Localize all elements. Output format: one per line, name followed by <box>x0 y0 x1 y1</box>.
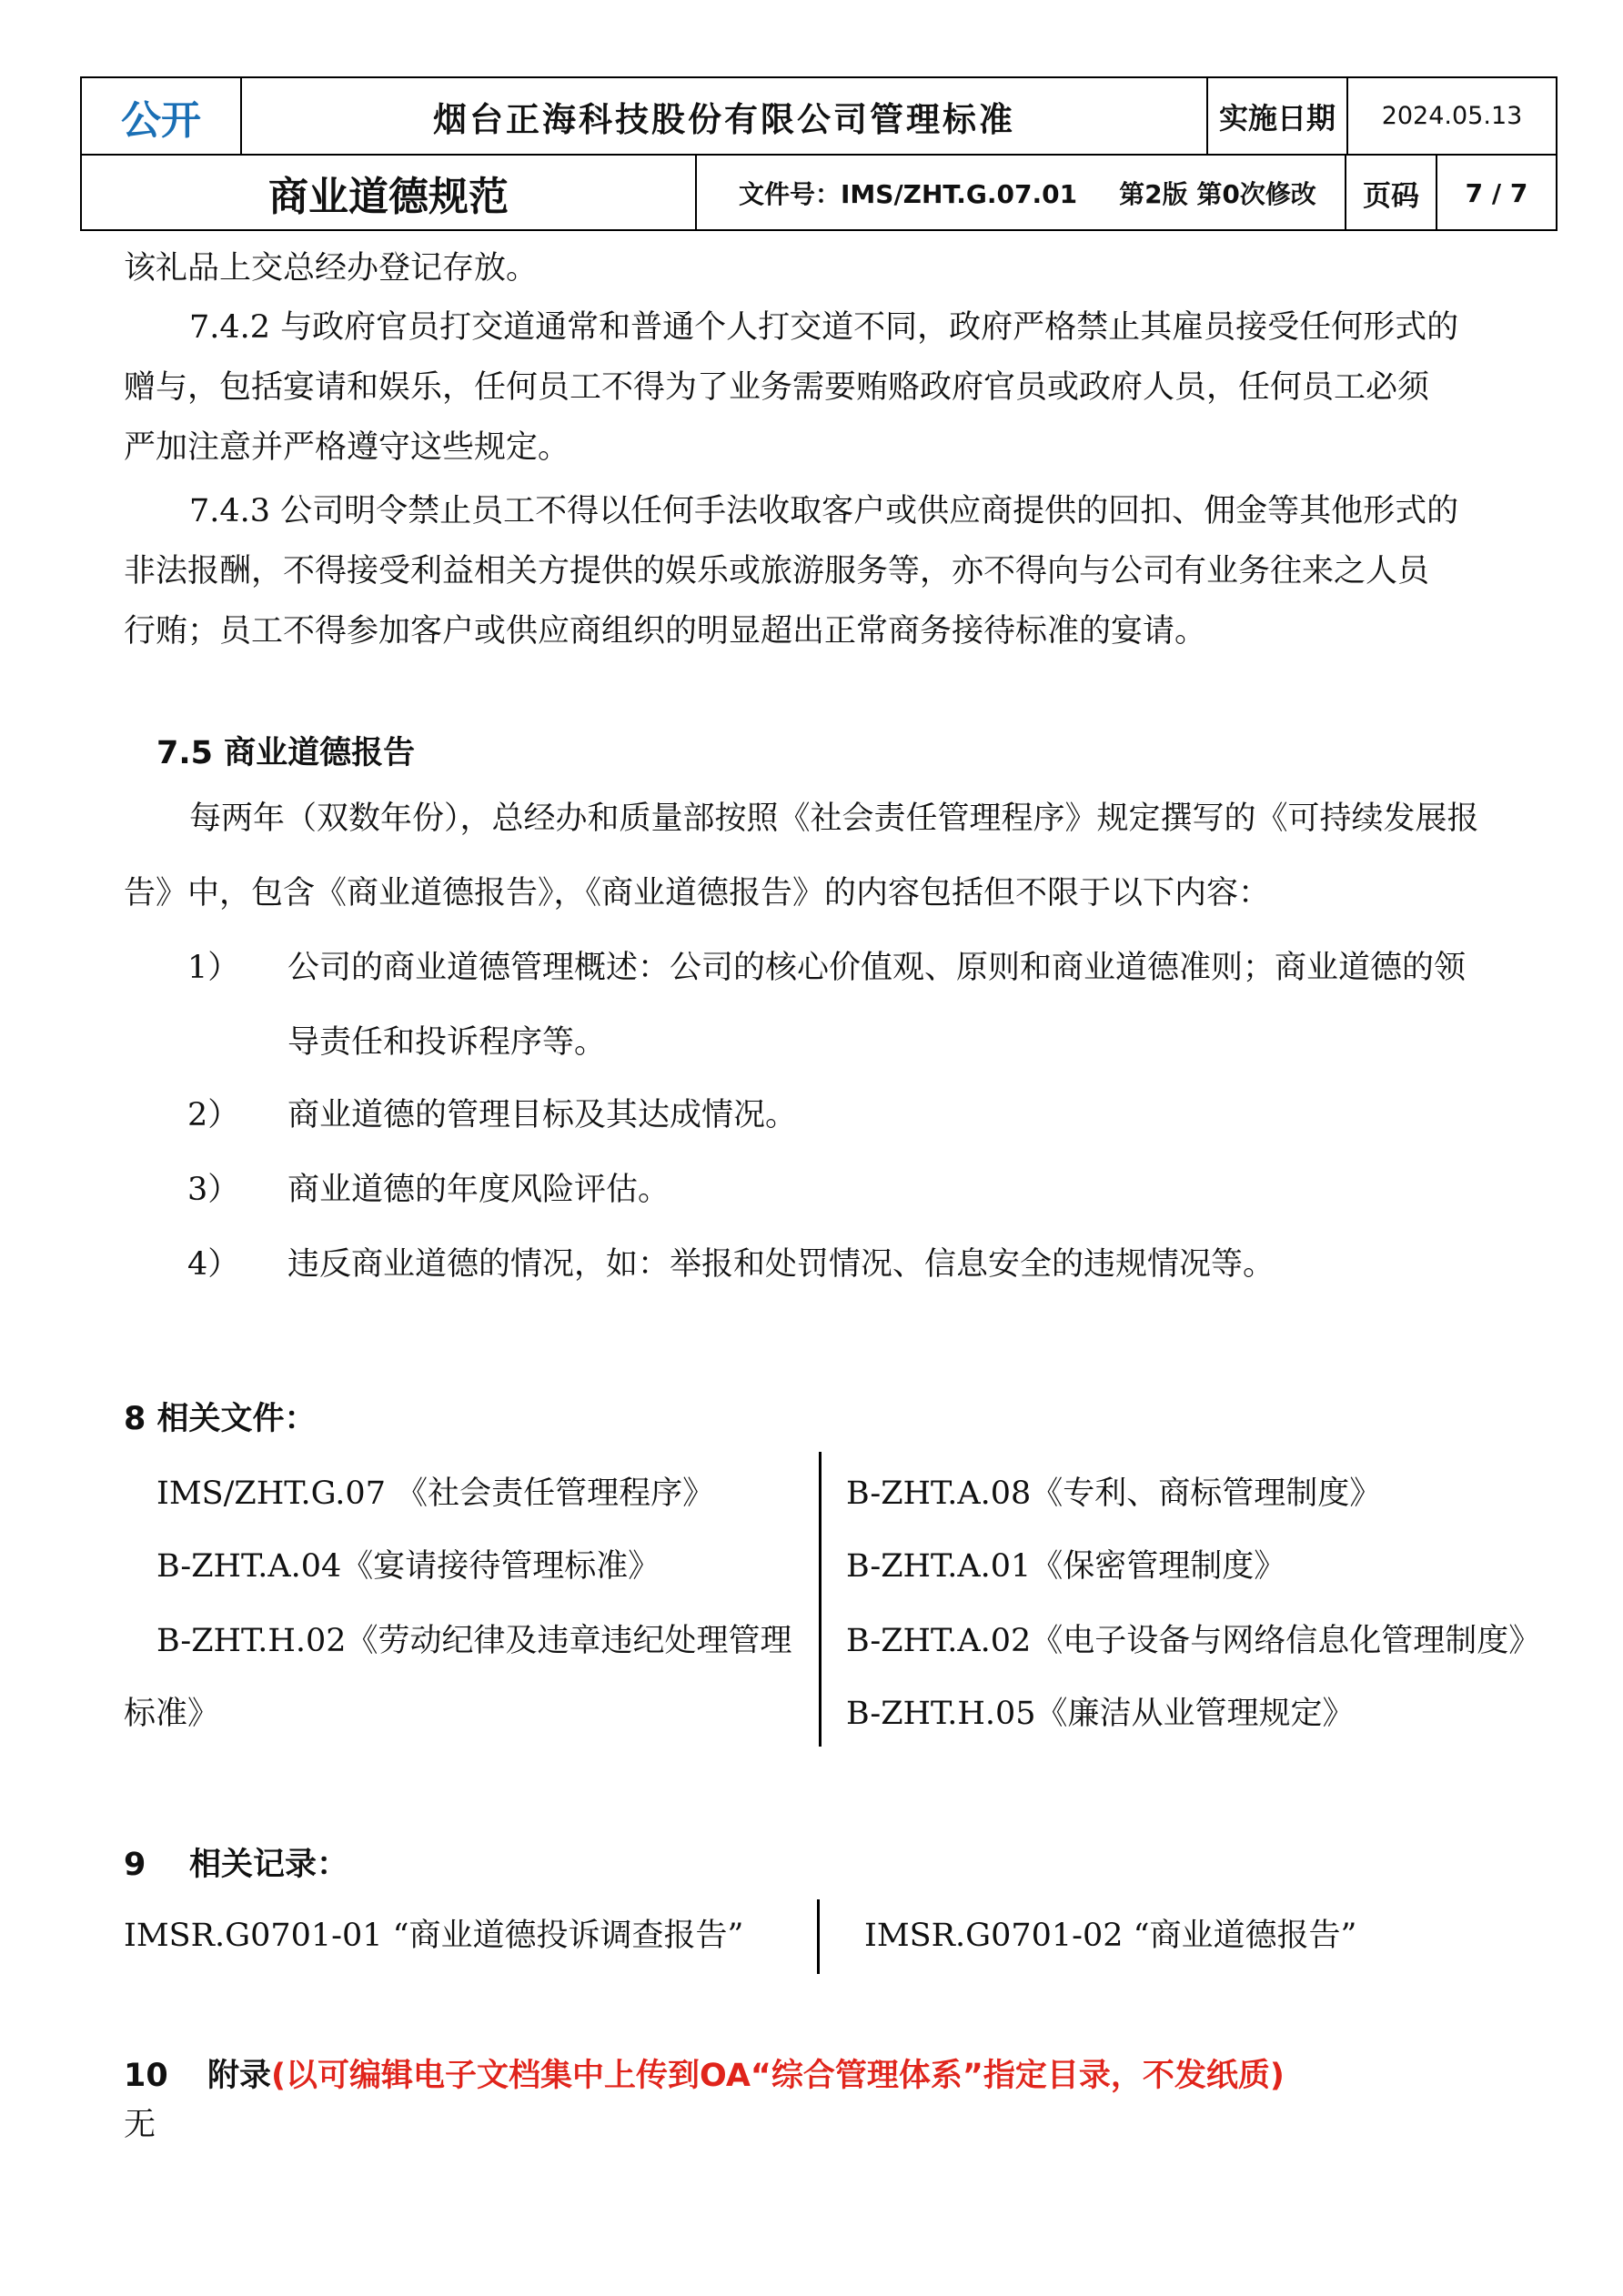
document-header-table <box>80 76 1557 231</box>
related-document: B-ZHT.A.01《保密管理制度》 <box>846 1548 1286 1585</box>
section-8-heading: 8 相关文件： <box>124 1401 317 1437</box>
impl-date-label: 实施日期 <box>1218 100 1336 136</box>
list-item-text: 公司的商业道德管理概述：公司的核心价值观、原则和商业道德准则；商业道德的领 <box>287 950 1467 986</box>
document-version: 第2版 第0次修改 <box>1119 179 1316 209</box>
company-standard-title: 烟台正海科技股份有限公司管理标准 <box>433 99 1015 139</box>
list-item-number: 2） <box>187 1097 240 1133</box>
list-item-text: 商业道德的管理目标及其达成情况。 <box>287 1097 798 1133</box>
section-9-number: 9 <box>124 1847 146 1883</box>
paragraph-7-4-2-line: 严加注意并严格遵守这些规定。 <box>124 429 570 466</box>
section-7-5-line: 告》中，包含《商业道德报告》，《商业道德报告》的内容包括但不限于以下内容： <box>124 875 1271 911</box>
classification-label: 公开 <box>121 96 201 144</box>
section-7-5-heading: 7.5 商业道德报告 <box>156 735 416 771</box>
related-document: IMS/ZHT.G.07 《社会责任管理程序》 <box>156 1475 715 1512</box>
related-document: B-ZHT.A.02《电子设备与网络信息化管理制度》 <box>846 1623 1541 1659</box>
related-document: 标准》 <box>124 1696 220 1732</box>
paragraph-7-4-2-line: 赠与，包括宴请和娱乐，任何员工不得为了业务需要贿赂政府官员或政府人员，任何员工必须 <box>124 369 1430 406</box>
document-number: 文件号：IMS/ZHT.G.07.01 <box>739 179 1078 209</box>
section-10-content: 无 <box>124 2107 156 2143</box>
section-9-heading: 相关记录： <box>189 1847 349 1883</box>
related-document: B-ZHT.A.04《宴请接待管理标准》 <box>156 1548 660 1585</box>
column-divider <box>817 1899 820 1974</box>
section-10-heading <box>207 2058 1285 2094</box>
document-title: 商业道德规范 <box>268 174 509 220</box>
list-item-number: 3） <box>187 1172 240 1208</box>
text-line: 该礼品上交总经办登记存放。 <box>124 250 539 287</box>
paragraph-7-4-3-line: 非法报酬，不得接受利益相关方提供的娱乐或旅游服务等，亦不得向与公司有业务往来之人员 <box>124 553 1430 589</box>
section-10-note: (以可编辑电子文档集中上传到OA“综合管理体系”指定目录，不发纸质) <box>271 2058 1285 2094</box>
related-document: B-ZHT.H.05《廉洁从业管理规定》 <box>846 1696 1355 1732</box>
section-10-title: 附录 <box>207 2058 272 2094</box>
document-number-version <box>697 156 1345 230</box>
list-item-number: 1） <box>187 950 240 986</box>
related-record: IMSR.G0701-02 “商业道德报告” <box>864 1918 1357 1954</box>
section-7-5-line: 每两年（双数年份），总经办和质量部按照《社会责任管理程序》规定撰写的《可持续发展报 <box>189 801 1479 837</box>
list-item-text: 违反商业道德的情况，如：举报和处罚情况、信息安全的违规情况等。 <box>287 1246 1275 1283</box>
paragraph-7-4-3-line: 行贿；员工不得参加客户或供应商组织的明显超出正常商务接待标准的宴请。 <box>124 613 1207 650</box>
list-item-number: 4） <box>187 1246 240 1283</box>
page-value: 7 / 7 <box>1465 177 1528 208</box>
paragraph-7-4-2-line: 7.4.2 与政府官员打交道通常和普通个人打交道不同，政府严格禁止其雇员接受任何形式的 <box>189 309 1459 346</box>
section-10-number: 10 <box>124 2058 168 2094</box>
related-document: B-ZHT.A.08《专利、商标管理制度》 <box>846 1475 1382 1512</box>
impl-date-value: 2024.05.13 <box>1381 102 1523 130</box>
related-document: B-ZHT.H.02《劳动纪律及违章违纪处理管理 <box>156 1623 792 1659</box>
paragraph-7-4-3-line: 7.4.3 公司明令禁止员工不得以任何手法收取客户或供应商提供的回扣、佣金等其他形式的 <box>189 493 1459 529</box>
column-divider <box>819 1452 822 1747</box>
related-record: IMSR.G0701-01 “商业道德投诉调查报告” <box>124 1918 744 1954</box>
list-item-text: 导责任和投诉程序等。 <box>287 1024 607 1061</box>
list-item-text: 商业道德的年度风险评估。 <box>287 1172 670 1208</box>
page-label: 页码 <box>1363 179 1419 213</box>
